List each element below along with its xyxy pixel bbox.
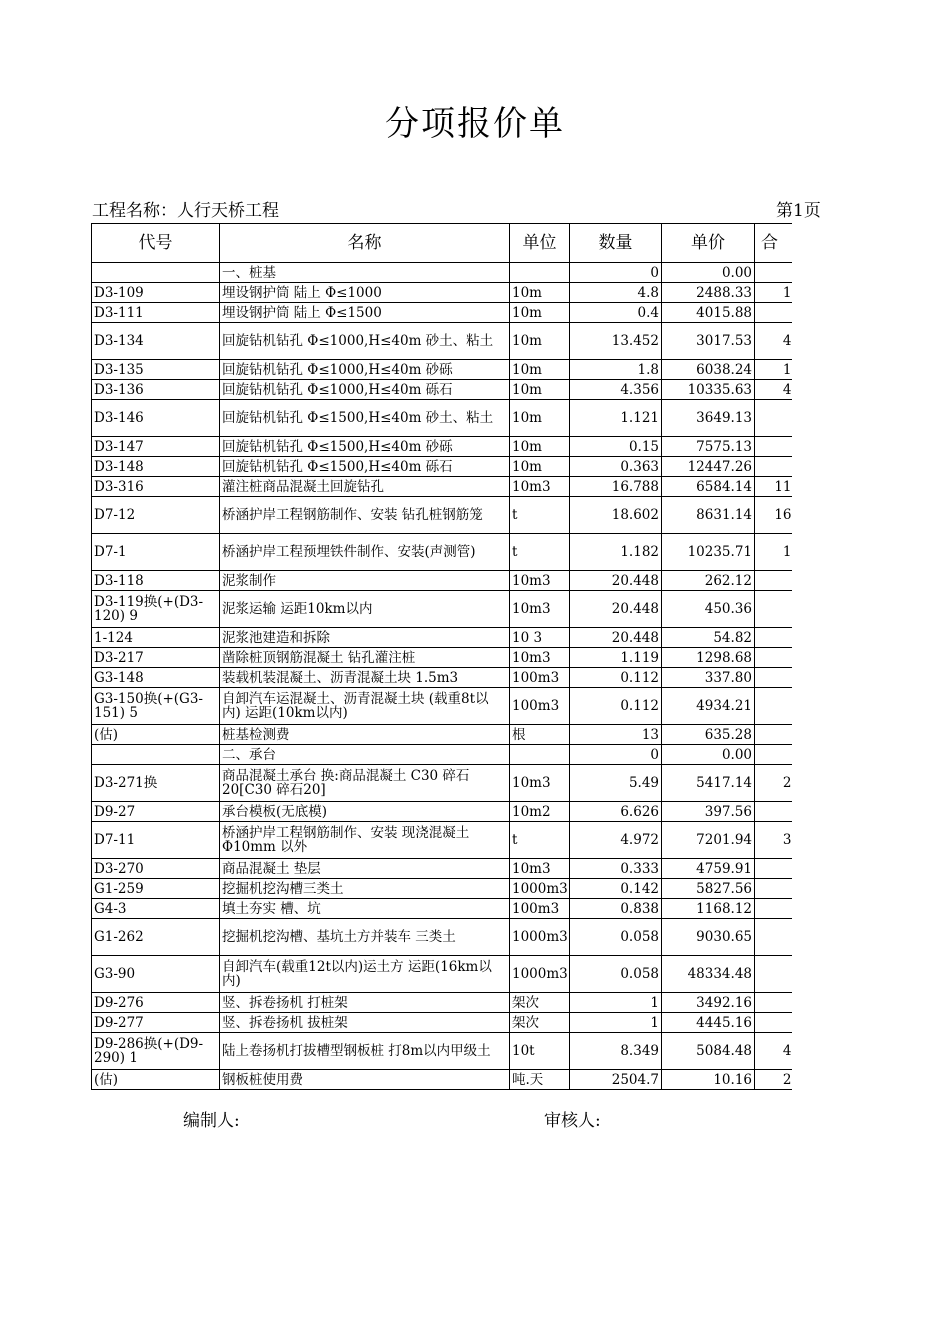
table-row	[92, 802, 792, 822]
cell-sum	[755, 400, 792, 437]
cell-unit: 1000m3	[510, 919, 570, 956]
cell-unit: 100m3	[510, 668, 570, 688]
cell-unit: 10m	[510, 303, 570, 323]
cell-qty: 0.4	[570, 303, 662, 323]
cell-name: 竖、拆卷扬机 拔桩架	[220, 1013, 510, 1033]
cell-unit: 10m3	[510, 591, 570, 628]
cell-name: 商品混凝土承台 换:商品混凝土 C30 碎石20[C30 碎石20]	[220, 765, 510, 802]
cell-price: 7201.94	[662, 822, 755, 859]
table-row	[92, 497, 792, 534]
cell-unit: 10 3	[510, 628, 570, 648]
cell-code: G3-148	[92, 668, 220, 688]
cell-price: 10.16	[662, 1070, 755, 1090]
cell-unit: 10m3	[510, 571, 570, 591]
table-row	[92, 822, 792, 859]
cell-qty: 1.8	[570, 360, 662, 380]
cell-unit: 10m3	[510, 648, 570, 668]
cell-sum	[755, 859, 792, 879]
cell-price: 4445.16	[662, 1013, 755, 1033]
cell-price: 450.36	[662, 591, 755, 628]
cell-sum: 1	[755, 534, 792, 571]
cell-unit: t	[510, 497, 570, 534]
cell-name: 陆上卷扬机打拔槽型钢板桩 打8m以内甲级土	[220, 1033, 510, 1070]
cell-unit: t	[510, 822, 570, 859]
cell-sum	[755, 263, 792, 283]
cell-name: 桥涵护岸工程钢筋制作、安装 钻孔桩钢筋笼	[220, 497, 510, 534]
cell-code: D9-277	[92, 1013, 220, 1033]
project-name: 工程名称：人行天桥工程	[92, 201, 279, 221]
table-row	[92, 477, 792, 497]
cell-qty: 2504.7	[570, 1070, 662, 1090]
table-row	[92, 879, 792, 899]
cell-sum	[755, 879, 792, 899]
cell-code: 1-124	[92, 628, 220, 648]
cell-code: (估)	[92, 1070, 220, 1090]
header-sum: 合	[755, 224, 792, 263]
cell-qty: 1	[570, 993, 662, 1013]
header-name: 名称	[220, 224, 510, 263]
cell-qty: 13.452	[570, 323, 662, 360]
cell-qty: 0.112	[570, 688, 662, 725]
cell-name: 回旋钻机钻孔 Φ≤1500,H≤40m 砂砾	[220, 437, 510, 457]
header-qty: 数量	[570, 224, 662, 263]
reviewer-label: 审核人:	[544, 1111, 601, 1131]
cell-unit: 1000m3	[510, 956, 570, 993]
cell-sum: 2	[755, 765, 792, 802]
cell-sum: 4	[755, 380, 792, 400]
cell-name: 泥浆运输 运距10km以内	[220, 591, 510, 628]
cell-name: 挖掘机挖沟槽三类土	[220, 879, 510, 899]
cell-code	[92, 745, 220, 765]
cell-name: 一、桩基	[220, 263, 510, 283]
cell-qty: 4.356	[570, 380, 662, 400]
cell-sum	[755, 628, 792, 648]
cell-price: 10235.71	[662, 534, 755, 571]
cell-price: 4759.91	[662, 859, 755, 879]
cell-price: 3492.16	[662, 993, 755, 1013]
cell-name: 桥涵护岸工程预埋铁件制作、安装(声测管)	[220, 534, 510, 571]
cell-price: 1168.12	[662, 899, 755, 919]
cell-sum	[755, 993, 792, 1013]
cell-code: D7-1	[92, 534, 220, 571]
cell-sum	[755, 725, 792, 745]
cell-price: 1298.68	[662, 648, 755, 668]
cell-qty: 13	[570, 725, 662, 745]
cell-code: D3-316	[92, 477, 220, 497]
cell-name: 二、承台	[220, 745, 510, 765]
cell-name: 填土夯实 槽、坑	[220, 899, 510, 919]
cell-code: D3-270	[92, 859, 220, 879]
cell-price: 48334.48	[662, 956, 755, 993]
table-row	[92, 765, 792, 802]
cell-qty: 5.49	[570, 765, 662, 802]
cell-unit: 10m3	[510, 765, 570, 802]
table-row	[92, 919, 792, 956]
cell-price: 6584.14	[662, 477, 755, 497]
cell-unit: 100m3	[510, 688, 570, 725]
cell-unit	[510, 263, 570, 283]
cell-code: D3-109	[92, 283, 220, 303]
cell-qty: 16.788	[570, 477, 662, 497]
table-row	[92, 648, 792, 668]
cell-qty: 1.121	[570, 400, 662, 437]
cell-sum	[755, 688, 792, 725]
cell-code: G3-90	[92, 956, 220, 993]
cell-name: 回旋钻机钻孔 Φ≤1500,H≤40m 砂土、粘土	[220, 400, 510, 437]
table-row	[92, 360, 792, 380]
cell-code: G1-262	[92, 919, 220, 956]
cell-name: 商品混凝土 垫层	[220, 859, 510, 879]
cell-sum	[755, 668, 792, 688]
cell-price: 2488.33	[662, 283, 755, 303]
cell-price: 54.82	[662, 628, 755, 648]
cell-name: 自卸汽车运混凝土、沥青混凝土块 (载重8t以内) 运距(10km以内)	[220, 688, 510, 725]
cell-sum	[755, 591, 792, 628]
table-row	[92, 956, 792, 993]
cell-qty: 1.182	[570, 534, 662, 571]
table-row	[92, 380, 792, 400]
cell-code: D3-217	[92, 648, 220, 668]
cell-unit: 10m2	[510, 802, 570, 822]
cell-name: 回旋钻机钻孔 Φ≤1000,H≤40m 砾石	[220, 380, 510, 400]
cell-sum	[755, 303, 792, 323]
cell-code	[92, 263, 220, 283]
cell-sum	[755, 956, 792, 993]
cell-price: 0.00	[662, 263, 755, 283]
table-row	[92, 899, 792, 919]
cell-unit: 10m	[510, 323, 570, 360]
cell-qty: 0.838	[570, 899, 662, 919]
cell-sum	[755, 571, 792, 591]
cell-sum	[755, 802, 792, 822]
cell-unit: 10m	[510, 380, 570, 400]
cell-price: 635.28	[662, 725, 755, 745]
cell-name: 凿除桩顶钢筋混凝土 钻孔灌注桩	[220, 648, 510, 668]
cell-sum: 16	[755, 497, 792, 534]
cell-unit: 吨.天	[510, 1070, 570, 1090]
cell-price: 397.56	[662, 802, 755, 822]
cell-unit: 10m3	[510, 477, 570, 497]
cell-price: 4934.21	[662, 688, 755, 725]
cell-code: D7-11	[92, 822, 220, 859]
cell-qty: 20.448	[570, 571, 662, 591]
cell-name: 竖、拆卷扬机 打桩架	[220, 993, 510, 1013]
cell-unit: 100m3	[510, 899, 570, 919]
cell-code: D3-135	[92, 360, 220, 380]
cell-price: 10335.63	[662, 380, 755, 400]
quote-table	[91, 223, 792, 1090]
cell-code: D3-271换	[92, 765, 220, 802]
cell-qty: 0.363	[570, 457, 662, 477]
cell-name: 灌注桩商品混凝土回旋钻孔	[220, 477, 510, 497]
cell-price: 3017.53	[662, 323, 755, 360]
cell-sum	[755, 919, 792, 956]
table-row	[92, 457, 792, 477]
cell-sum	[755, 1013, 792, 1033]
cell-price: 262.12	[662, 571, 755, 591]
cell-name: 桥涵护岸工程钢筋制作、安装 现浇混凝土 Φ10mm 以外	[220, 822, 510, 859]
table-row	[92, 1013, 792, 1033]
cell-price: 0.00	[662, 745, 755, 765]
cell-unit: 10m3	[510, 859, 570, 879]
table-row	[92, 725, 792, 745]
header-price: 单价	[662, 224, 755, 263]
cell-name: 泥浆制作	[220, 571, 510, 591]
table-row	[92, 534, 792, 571]
cell-code: G3-150换(+(G3-151) 5	[92, 688, 220, 725]
table-row	[92, 668, 792, 688]
cell-qty: 18.602	[570, 497, 662, 534]
cell-qty: 20.448	[570, 591, 662, 628]
table-row	[92, 303, 792, 323]
cell-qty: 0.333	[570, 859, 662, 879]
cell-qty: 0.058	[570, 956, 662, 993]
cell-qty: 0.058	[570, 919, 662, 956]
cell-code: D3-111	[92, 303, 220, 323]
cell-code: G1-259	[92, 879, 220, 899]
cell-qty: 0	[570, 745, 662, 765]
table-row	[92, 993, 792, 1013]
cell-price: 7575.13	[662, 437, 755, 457]
cell-unit: 10m	[510, 360, 570, 380]
cell-qty: 4.8	[570, 283, 662, 303]
cell-qty: 0.142	[570, 879, 662, 899]
cell-code: D3-118	[92, 571, 220, 591]
cell-price: 6038.24	[662, 360, 755, 380]
cell-name: 钢板桩使用费	[220, 1070, 510, 1090]
cell-code: D9-27	[92, 802, 220, 822]
cell-code: D3-147	[92, 437, 220, 457]
table-row	[92, 400, 792, 437]
cell-price: 4015.88	[662, 303, 755, 323]
cell-unit: 架次	[510, 993, 570, 1013]
table-row	[92, 571, 792, 591]
table-row	[92, 745, 792, 765]
cell-name: 自卸汽车(载重12t以内)运土方 运距(16km以内)	[220, 956, 510, 993]
cell-code: D9-276	[92, 993, 220, 1013]
cell-name: 回旋钻机钻孔 Φ≤1000,H≤40m 砂土、粘土	[220, 323, 510, 360]
cell-code: D3-146	[92, 400, 220, 437]
table-row	[92, 1070, 792, 1090]
cell-code: D3-119换(+(D3-120) 9	[92, 591, 220, 628]
cell-price: 337.80	[662, 668, 755, 688]
header-code: 代号	[92, 224, 220, 263]
cell-sum: 2	[755, 1070, 792, 1090]
cell-price: 9030.65	[662, 919, 755, 956]
table-row	[92, 859, 792, 879]
cell-sum	[755, 457, 792, 477]
cell-sum: 11	[755, 477, 792, 497]
table-row	[92, 628, 792, 648]
compiler-label: 编制人:	[183, 1111, 240, 1131]
cell-price: 5827.56	[662, 879, 755, 899]
cell-name: 挖掘机挖沟槽、基坑土方并装车 三类土	[220, 919, 510, 956]
table-row	[92, 323, 792, 360]
cell-sum: 3	[755, 822, 792, 859]
cell-unit: t	[510, 534, 570, 571]
cell-sum	[755, 899, 792, 919]
cell-sum	[755, 437, 792, 457]
cell-unit: 10m	[510, 437, 570, 457]
cell-qty: 1	[570, 1013, 662, 1033]
cell-qty: 20.448	[570, 628, 662, 648]
cell-price: 12447.26	[662, 457, 755, 477]
cell-qty: 1.119	[570, 648, 662, 668]
cell-code: (估)	[92, 725, 220, 745]
cell-unit: 架次	[510, 1013, 570, 1033]
table-row	[92, 1033, 792, 1070]
cell-code: D9-286换(+(D9-290) 1	[92, 1033, 220, 1070]
cell-sum: 4	[755, 323, 792, 360]
page-number: 第1页	[776, 201, 821, 221]
cell-unit	[510, 745, 570, 765]
cell-unit: 10m	[510, 457, 570, 477]
cell-price: 8631.14	[662, 497, 755, 534]
cell-qty: 0.15	[570, 437, 662, 457]
table-row	[92, 688, 792, 725]
cell-qty: 0.112	[570, 668, 662, 688]
cell-code: D3-136	[92, 380, 220, 400]
cell-price: 5417.14	[662, 765, 755, 802]
cell-name: 桩基检测费	[220, 725, 510, 745]
cell-name: 埋设钢护筒 陆上 Φ≤1500	[220, 303, 510, 323]
cell-qty: 8.349	[570, 1033, 662, 1070]
cell-name: 回旋钻机钻孔 Φ≤1500,H≤40m 砾石	[220, 457, 510, 477]
cell-name: 泥浆池建造和拆除	[220, 628, 510, 648]
cell-price: 3649.13	[662, 400, 755, 437]
cell-sum: 4	[755, 1033, 792, 1070]
cell-qty: 6.626	[570, 802, 662, 822]
cell-price: 5084.48	[662, 1033, 755, 1070]
cell-unit: 10m	[510, 400, 570, 437]
cell-name: 埋设钢护筒 陆上 Φ≤1000	[220, 283, 510, 303]
cell-sum: 1	[755, 283, 792, 303]
table-row	[92, 591, 792, 628]
cell-sum	[755, 648, 792, 668]
cell-sum	[755, 745, 792, 765]
cell-unit: 10m	[510, 283, 570, 303]
header-unit: 单位	[510, 224, 570, 263]
cell-qty: 4.972	[570, 822, 662, 859]
table-header-row	[92, 224, 792, 263]
cell-unit: 根	[510, 725, 570, 745]
cell-sum: 1	[755, 360, 792, 380]
cell-unit: 1000m3	[510, 879, 570, 899]
cell-code: G4-3	[92, 899, 220, 919]
cell-name: 回旋钻机钻孔 Φ≤1000,H≤40m 砂砾	[220, 360, 510, 380]
page-title: 分项报价单	[385, 104, 565, 144]
cell-qty: 0	[570, 263, 662, 283]
cell-code: D3-148	[92, 457, 220, 477]
table-row	[92, 263, 792, 283]
cell-name: 承台模板(无底模)	[220, 802, 510, 822]
cell-code: D3-134	[92, 323, 220, 360]
table-row	[92, 283, 792, 303]
table-body	[92, 263, 792, 1090]
table-row	[92, 437, 792, 457]
cell-name: 装载机装混凝土、沥青混凝土块 1.5m3	[220, 668, 510, 688]
cell-code: D7-12	[92, 497, 220, 534]
cell-unit: 10t	[510, 1033, 570, 1070]
